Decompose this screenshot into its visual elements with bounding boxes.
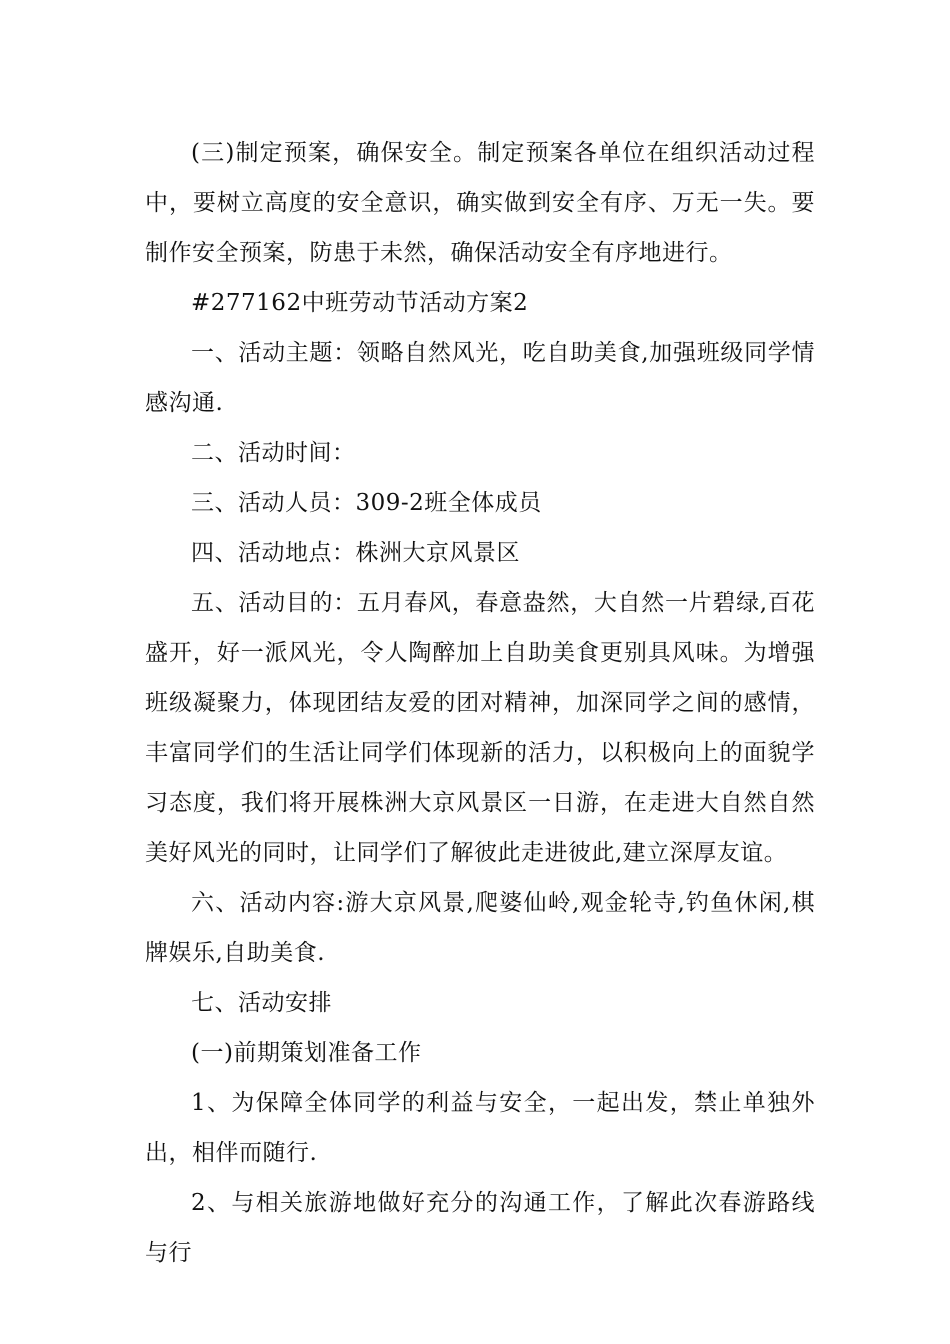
paragraph-activity-time: 二、活动时间：	[191, 440, 356, 466]
paragraph-activity-content: 六、活动内容:游大京风景,爬婆仙岭,观金轮寺,钓鱼休闲,棋牌娱乐,自助美食.	[145, 890, 815, 966]
paragraph-item-1: 1、为保障全体同学的利益与安全，一起出发，禁止单独外出，相伴而随行.	[145, 1090, 815, 1166]
paragraph-activity-arrangement: 七、活动安排	[191, 990, 332, 1016]
paragraph-safety-plan: (三)制定预案，确保安全。制定预案各单位在组织活动过程中，要树立高度的安全意识，确实做到安全有序、万无一失。要制作安全预案，防患于未然，确保活动安全有序地进行。	[145, 140, 815, 266]
paragraph-activity-members: 三、活动人员：309-2班全体成员	[191, 490, 542, 516]
paragraph-section-title: #277162中班劳动节活动方案2	[191, 290, 529, 316]
paragraph-activity-theme: 一、活动主题：领略自然风光，吃自助美食,加强班级同学情感沟通.	[145, 340, 815, 416]
paragraph-activity-purpose: 五、活动目的：五月春风，春意盎然，大自然一片碧绿,百花盛开，好一派风光，令人陶醉加上自助美食更别具风味。为增强班级凝聚力，体现团结友爱的团对精神，加深同学之间的感情，丰富同学们的生活让同学们体现新的活力，以积极向上的面貌学习态度，我们将开展株洲大京风景区一日游，在走进大自然自然美好风光的同时，让同学们了解彼此走进彼此,建立深厚友谊。	[145, 590, 815, 866]
paragraph-item-2: 2、与相关旅游地做好充分的沟通工作，了解此次春游路线与行	[145, 1190, 815, 1266]
paragraph-preparation: (一)前期策划准备工作	[191, 1040, 422, 1066]
paragraph-activity-location: 四、活动地点：株洲大京风景区	[191, 540, 520, 566]
document-body	[145, 128, 815, 1278]
